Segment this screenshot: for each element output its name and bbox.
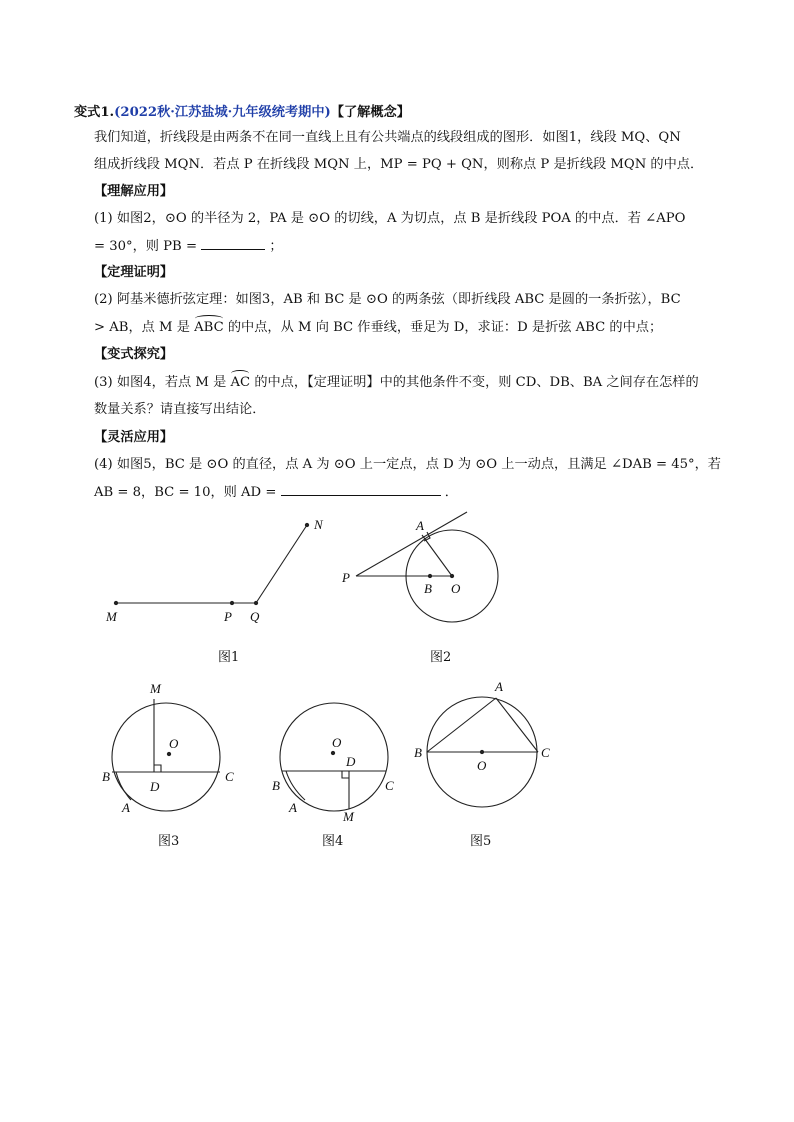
label-m-fig1: M — [106, 609, 117, 624]
label-p-fig2: P — [342, 570, 350, 585]
right-angle-mark-fig3 — [154, 765, 161, 772]
label-a-fig2: A — [416, 518, 424, 533]
label-b-fig5: B — [414, 745, 422, 760]
section3-title: 【变式探究】 — [94, 347, 174, 362]
label-b-fig2: B — [424, 581, 432, 596]
arc-abc: ABC — [194, 318, 224, 338]
figure-1 — [114, 523, 308, 604]
point-o-fig2 — [450, 574, 453, 577]
section3-line-1b: 的中点，【定理证明】中的其他条件不变，则 CD、DB、BA 之间存在怎样的 — [254, 375, 699, 390]
label-a-fig5: A — [495, 679, 503, 694]
label-o-fig2: O — [451, 581, 461, 596]
caption-fig5: 图5 — [470, 834, 492, 849]
label-a-fig4: A — [289, 800, 297, 815]
figure-4 — [280, 703, 388, 811]
caption-fig2: 图2 — [430, 650, 452, 665]
point-p — [230, 601, 233, 604]
point-o-fig5 — [480, 750, 483, 753]
point-q — [254, 601, 257, 604]
label-b-fig3: B — [102, 769, 110, 784]
section3-line-2: 数量关系？请直接写出结论． — [94, 402, 266, 417]
label-a-fig3: A — [122, 800, 130, 815]
section1-line-1: (1) 如图2，⊙O 的半径为 2，PA 是 ⊙O 的切线，A 为切点，点 B 是折线段 POA 的中点．若 ∠APO — [94, 211, 686, 226]
point-m — [114, 601, 117, 604]
section1-title: 【理解应用】 — [94, 184, 174, 199]
section2-line-2b: 的中点，从 M 向 BC 作垂线，垂足为 D，求证：D 是折弦 ABC 的中点； — [227, 320, 663, 335]
section1-line-2a: = 30°，则 PB = — [94, 239, 197, 254]
problem-tag: 【了解概念】 — [330, 105, 410, 120]
label-c-fig3: C — [225, 769, 234, 784]
section2-title: 【定理证明】 — [94, 265, 174, 280]
chord-ab-fig5 — [427, 698, 496, 752]
label-q-fig1: Q — [250, 609, 260, 624]
point-b-fig2 — [428, 574, 431, 577]
label-b-fig4: B — [272, 778, 280, 793]
section4-title: 【灵活应用】 — [94, 430, 174, 445]
section4-line-2a: AB = 8，BC = 10，则 AD = — [94, 485, 277, 500]
caption-fig4: 图4 — [322, 834, 344, 849]
problem-source: (2022秋·江苏盐城·九年级统考期中) — [114, 105, 331, 120]
point-n — [305, 523, 308, 526]
chord-ab-fig4 — [286, 771, 305, 800]
circle-o-fig3 — [112, 703, 220, 811]
label-m-fig3: M — [150, 681, 161, 696]
label-o-fig5: O — [477, 758, 487, 773]
segment-ao — [422, 535, 452, 576]
intro-line-1: 我们知道，折线段是由两条不在同一直线上且有公共端点的线段组成的图形．如图1，线段 MQ、QN — [94, 130, 681, 145]
label-c-fig4: C — [385, 778, 394, 793]
point-o-fig4 — [331, 751, 334, 754]
right-angle-mark-fig4 — [342, 771, 349, 778]
label-d-fig3: D — [150, 779, 160, 794]
label-o-fig4: O — [332, 735, 342, 750]
tangent-line-pa — [356, 512, 467, 576]
section4-line-2b: ． — [444, 485, 458, 500]
figure-5 — [427, 697, 538, 807]
chord-ac-fig5 — [496, 698, 538, 752]
label-c-fig5: C — [541, 745, 550, 760]
figure-2 — [356, 512, 498, 622]
label-n-fig1: N — [314, 517, 323, 532]
problem-prefix: 变式1. — [74, 105, 115, 120]
figure-3 — [112, 699, 220, 811]
section3-line-1a: (3) 如图4，若点 M 是 — [94, 375, 227, 390]
section1-line-2b: ； — [269, 239, 283, 254]
point-o-fig3 — [167, 752, 170, 755]
circle-o-fig4 — [280, 703, 388, 811]
label-o-fig3: O — [169, 736, 179, 751]
label-d-fig4: D — [346, 754, 356, 769]
arc-ac: AC — [230, 373, 250, 393]
intro-line-2: 组成折线段 MQN．若点 P 在折线段 MQN 上，MP = PQ + QN，则称点 P 是折线段 MQN 的中点． — [94, 157, 704, 172]
segment-qn — [256, 525, 307, 603]
caption-fig1: 图1 — [218, 650, 240, 665]
section2-line-2a: > AB，点 M 是 — [94, 320, 190, 335]
label-p-fig1: P — [224, 609, 232, 624]
section2-line-1: (2) 阿基米德折弦定理：如图3，AB 和 BC 是 ⊙O 的两条弦（即折线段 ABC 是圆的一条折弦），BC — [94, 292, 681, 307]
label-m-fig4: M — [343, 809, 354, 824]
caption-fig3: 图3 — [158, 834, 180, 849]
section4-line-1: (4) 如图5，BC 是 ⊙O 的直径，点 A 为 ⊙O 上一定点，点 D 为 ⊙O 上一动点，且满足 ∠DAB = 45°，若 — [94, 457, 721, 472]
